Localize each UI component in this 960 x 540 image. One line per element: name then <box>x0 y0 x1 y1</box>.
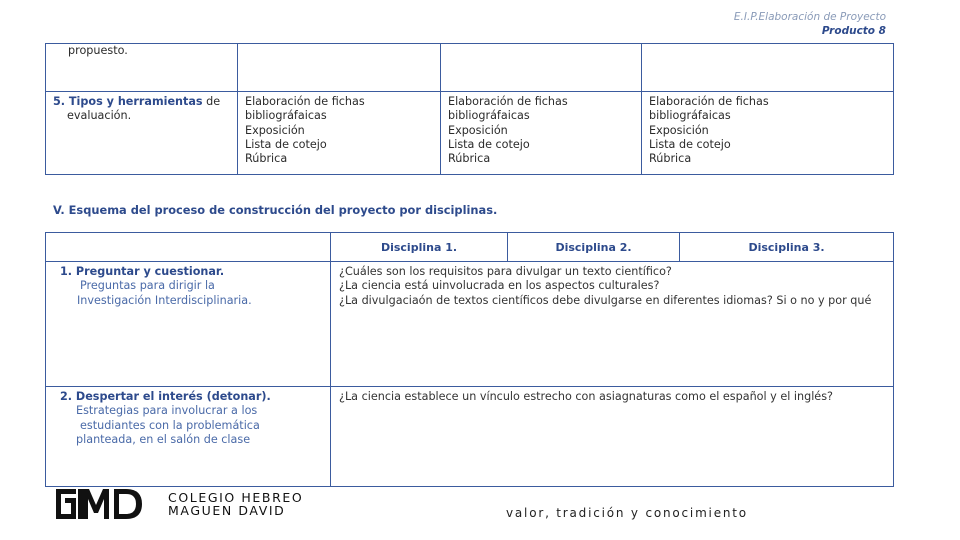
table-cell <box>642 44 894 92</box>
row-label-continued: propuesto. <box>68 44 128 57</box>
school-name <box>168 491 303 517</box>
column-header: Disciplina 3. <box>680 233 894 262</box>
list-item: Exposición <box>649 123 709 137</box>
list-item: Elaboración de fichas <box>245 95 365 108</box>
school-motto: valor, tradición y conocimiento <box>506 506 748 520</box>
column-header: Disciplina 2. <box>508 233 680 262</box>
school-name-line2: MAGUEN DAVID <box>168 503 286 518</box>
list-item: bibliográfaicas <box>448 109 530 123</box>
list-item: Rúbrica <box>649 152 692 166</box>
stage-title: 1. Preguntar y cuestionar. <box>60 265 225 278</box>
questions-cell <box>331 262 894 387</box>
question: ¿Cuáles son los requisitos para divulgar un texto científico? <box>339 265 672 278</box>
table-header-row <box>46 233 894 262</box>
table-cell <box>46 44 238 92</box>
list-item: Lista de cotejo <box>649 137 731 151</box>
table-cell <box>238 44 441 92</box>
list-item: Elaboración de fichas <box>448 95 568 108</box>
list-item: Rúbrica <box>245 152 288 166</box>
list-item: Rúbrica <box>448 152 491 166</box>
table-row <box>46 92 894 175</box>
questions-cell <box>331 387 894 487</box>
stage-description: estudiantes con la problemática <box>80 418 260 432</box>
stage-cell <box>46 262 331 387</box>
row-label-bold: 5. Tipos y herramientas <box>53 95 203 108</box>
stage-description: Preguntas para dirigir la <box>80 279 215 293</box>
table-header-empty <box>46 233 331 262</box>
list-item: bibliográfaicas <box>649 109 731 123</box>
discipline-schema-table <box>45 232 894 487</box>
stage-title: 2. Despertar el interés (detonar). <box>60 390 271 403</box>
table-cell <box>46 92 238 175</box>
table-row <box>46 262 894 387</box>
table-cell <box>441 92 642 175</box>
list-item: Exposición <box>245 123 305 137</box>
stage-description: Estrategias para involucrar a los <box>76 404 258 418</box>
row-label-line2: evaluación. <box>67 109 132 123</box>
evaluation-table <box>45 43 894 175</box>
table-cell <box>642 92 894 175</box>
stage-description: Investigación Interdisciplinaria. <box>77 293 252 307</box>
section-title: V. Esquema del proceso de construcción del proyecto por disciplinas. <box>53 203 498 217</box>
header-project-title: E.I.P.Elaboración de Proyecto <box>733 11 886 23</box>
table-cell <box>441 44 642 92</box>
table-cell <box>238 92 441 175</box>
list-item: Exposición <box>448 123 508 137</box>
question: ¿La divulgaciaón de textos científicos debe divulgarse en diferentes idiomas? Si o no y por qué <box>339 293 872 307</box>
list-item: Lista de cotejo <box>448 137 530 151</box>
question: ¿La ciencia está uinvolucrada en los aspectos culturales? <box>339 279 660 293</box>
row-label-rest: de <box>202 95 221 108</box>
school-name-line1: COLEGIO HEBREO <box>168 490 304 505</box>
stage-description: planteada, en el salón de clase <box>76 432 251 446</box>
list-item: Lista de cotejo <box>245 137 327 151</box>
column-header: Disciplina 1. <box>331 233 508 262</box>
table-row <box>46 387 894 487</box>
stage-cell <box>46 387 331 487</box>
school-logo <box>56 489 142 519</box>
list-item: bibliográfaicas <box>245 109 327 123</box>
table-row <box>46 44 894 92</box>
question: ¿La ciencia establece un vínculo estrecho con asiagnaturas como el español y el inglés? <box>339 390 833 403</box>
list-item: Elaboración de fichas <box>649 95 769 108</box>
header-product-number: Producto 8 <box>821 25 886 37</box>
